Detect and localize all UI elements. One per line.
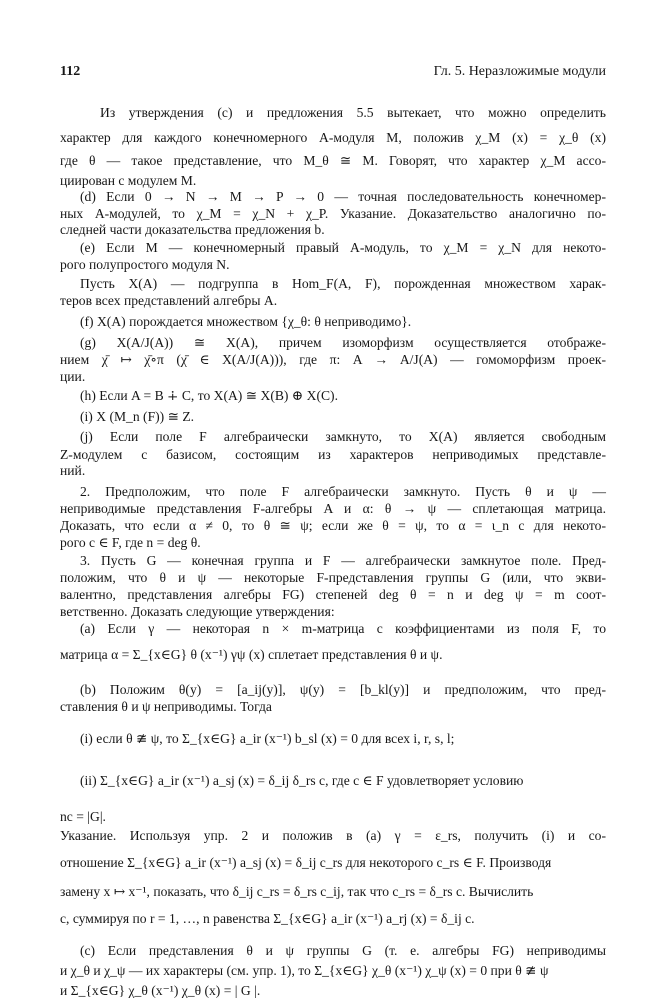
formula-line: (ii) Σ_{x∈G} a_ir (x⁻¹) a_sj (x) = δ_ij δ_rs c, где c ∈ F удовлетворяет условию (80, 773, 524, 788)
text-line: характер для каждого конечномерного A-модуля M, положив χ_M (x) = χ_θ (x) (60, 130, 606, 145)
text-line: Доказать, что если α ≠ 0, то θ ≅ ψ; если же θ = ψ, то α = ι_n c для некото- (60, 518, 606, 533)
text-line: nc = |G|. (60, 809, 106, 824)
formula-line: отношение Σ_{x∈G} a_ir (x⁻¹) a_sj (x) = δ_ij c_rs для некоторого c_rs ∈ F. Производя (60, 855, 552, 870)
text-line: 3. Пусть G — конечная группа и F — алгебраически замкнутое поле. Пред- (80, 553, 606, 568)
text-line: (b) Положим θ(y) = [a_ij(y)], ψ(y) = [b_kl(y)] и предположим, что пред- (80, 682, 606, 697)
text-line: (h) Если A = B ∔ C, то X(A) ≅ X(B) ⊕ X(C). (80, 388, 338, 403)
text-line: следней части доказательства предложения b. (60, 222, 325, 237)
text-line: Z-модулем с базисом, состоящим из характеров неприводимых представле- (60, 447, 606, 462)
text-line: теров всех представлений алгебры A. (60, 293, 278, 308)
text-line: (e) Если M — конечномерный правый A-модуль, то χ_M = χ_N для некото- (80, 240, 606, 255)
text-line: (d) Если 0 → N → M → P → 0 — точная последовательность конечномер- (80, 189, 606, 204)
text-line: где θ — такое представление, что M_θ ≅ M. Говорят, что характер χ_M ассо- (60, 153, 606, 168)
text-line: рого c ∈ F, где n = deg θ. (60, 535, 201, 550)
formula-line: матрица α = Σ_{x∈G} θ (x⁻¹) γψ (x) сплетает представления θ и ψ. (60, 647, 443, 662)
text-line: (g) X(A/J(A)) ≅ X(A), причем изоморфизм осуществляется отображе- (80, 335, 606, 350)
formula-line: и χ_θ и χ_ψ — их характеры (см. упр. 1), то Σ_{x∈G} χ_θ (x⁻¹) χ_ψ (x) = 0 при θ ≇ ψ (60, 963, 549, 978)
text-line: циирован с модулем M. (60, 173, 197, 188)
text-line: Пусть X(A) — подгруппа в Hom_F(A, F), порожденная множеством харак- (80, 276, 606, 291)
text-line: ставления θ и ψ неприводимы. Тогда (60, 699, 272, 714)
text-line: Из утверждения (c) и предложения 5.5 вытекает, что можно определить (100, 105, 606, 120)
text-line: (a) Если γ — некоторая n × m-матрица с коэффициентами из поля F, то (80, 621, 606, 636)
text-line: валентно, представления алгебры FG) степеней deg θ = n и deg ψ = m соот- (60, 587, 606, 602)
text-line: Указание. Используя упр. 2 и положив в (a) γ = ε_rs, получить (i) и со- (60, 828, 606, 843)
formula-line: и Σ_{x∈G} χ_θ (x⁻¹) χ_θ (x) = | G |. (60, 983, 261, 998)
text-line: (i) X (M_n (F)) ≅ Z. (80, 409, 195, 424)
formula-line: (i) если θ ≇ ψ, то Σ_{x∈G} a_ir (x⁻¹) b_sl (x) = 0 для всех i, r, s, l; (80, 731, 455, 746)
text-line: неприводимые представления F-алгебры A и α: θ → ψ — сплетающая матрица. (60, 501, 606, 516)
text-line: нием χ̄ ↦ χ̄∘π (χ̄ ∈ X(A/J(A))), где π: A → A/J(A) — гомоморфизм проек- (60, 352, 606, 367)
page-header (60, 64, 606, 86)
text-line: рого полупростого модуля N. (60, 257, 230, 272)
formula-line: c, суммируя по r = 1, …, n равенства Σ_{x∈G} a_ir (x⁻¹) a_rj (x) = δ_ij c. (60, 911, 475, 926)
text-line: (c) Если представления θ и ψ группы G (т. е. алгебры FG) неприводимы (80, 943, 606, 958)
text-line: (f) X(A) порождается множеством {χ_θ: θ неприводимо}. (80, 314, 412, 329)
text-line: положим, что θ и ψ — некоторые F-представления группы G (или, что экви- (60, 570, 606, 585)
text-line: (j) Если поле F алгебраически замкнуто, то X(A) является свободным (80, 429, 606, 444)
text-line: 2. Предположим, что поле F алгебраически замкнуто. Пусть θ и ψ — (80, 484, 606, 499)
text-line: ных A-модулей, то χ_M = χ_N + χ_P. Указание. Доказательство аналогично по- (60, 206, 606, 221)
text-line: замену x ↦ x⁻¹, показать, что δ_ij c_rs = δ_rs c_ij, так что c_rs = δ_rs c. Вычислить (60, 884, 534, 899)
text-line: ции. (60, 369, 86, 384)
page-number: 112 (60, 64, 81, 79)
text-line: ветственно. Доказать следующие утверждения: (60, 604, 335, 619)
running-head: Гл. 5. Неразложимые модули (433, 64, 606, 79)
text-line: ний. (60, 463, 86, 478)
